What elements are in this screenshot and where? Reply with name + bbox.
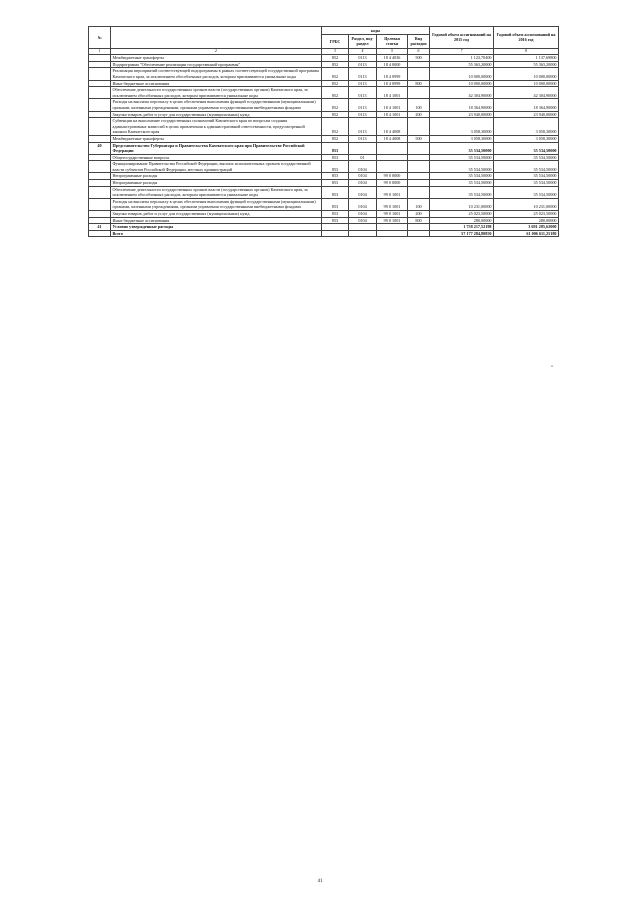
cell-2015: 42 304,90000 [430, 87, 494, 99]
cell-razdel: 0113 [349, 135, 377, 142]
table-row [89, 186, 559, 198]
table-row [89, 230, 559, 237]
cell-tsel: 18 4 1001 [377, 87, 408, 99]
cell-razdel: 0113 [349, 68, 377, 80]
cell-2015: 18 364,90000 [430, 99, 494, 111]
cell-2016: 10 000,00000 [494, 80, 559, 87]
cell-num [89, 211, 111, 218]
cell-num [89, 198, 111, 210]
column-index: 8 [494, 48, 559, 55]
cell-num [89, 118, 111, 136]
table-row [89, 55, 559, 62]
cell-num [89, 154, 111, 161]
header-2015: Годовой объем ассигнований на 2015 год [430, 27, 494, 49]
cell-num: 40 [89, 142, 111, 154]
cell-vid [408, 154, 430, 161]
cell-num [89, 61, 111, 68]
cell-2016: 18 364,90000 [494, 99, 559, 111]
header-grbs: ГРБС [322, 35, 349, 48]
budget-document [88, 26, 558, 237]
cell-num: 41 [89, 224, 111, 231]
cell-name: Иные бюджетные ассигнования [111, 80, 322, 87]
cell-grbs: 853 [322, 142, 349, 154]
cell-vid [408, 118, 430, 136]
cell-grbs: 852 [322, 135, 349, 142]
cell-tsel: 18 4 4036 [377, 55, 408, 62]
table-row [89, 118, 559, 136]
cell-razdel [349, 230, 377, 237]
cell-grbs: 853 [322, 154, 349, 161]
table-row [89, 111, 559, 118]
cell-grbs: 853 [322, 180, 349, 187]
cell-tsel: 18 4 1001 [377, 99, 408, 111]
cell-tsel: 18 4 1001 [377, 111, 408, 118]
cell-2015: 3 058,30000 [430, 135, 494, 142]
cell-2016: 35 534,50000 [494, 173, 559, 180]
cell-razdel: 0104 [349, 161, 377, 173]
cell-grbs: 852 [322, 87, 349, 99]
table-row [89, 99, 559, 111]
cell-2015: 23 940,00000 [430, 111, 494, 118]
cell-razdel: 0104 [349, 186, 377, 198]
cell-vid: 800 [408, 217, 430, 224]
cell-name: Всего [111, 230, 322, 237]
table-row [89, 80, 559, 87]
page-number: 41 [317, 879, 323, 884]
cell-vid: 100 [408, 99, 430, 111]
cell-razdel: 0104 [349, 217, 377, 224]
table-row [89, 173, 559, 180]
cell-2016: 10 000,00000 [494, 68, 559, 80]
column-index: 6 [408, 48, 430, 55]
cell-grbs [322, 230, 349, 237]
cell-vid [408, 161, 430, 173]
cell-name: Обеспечение деятельности государственных органов власти (государственных органов) Камчатского края, за исключением обособленных расходов, которым присваиваются уникальные коды [111, 87, 322, 99]
cell-name: Подпрограмма "Обеспечение реализации государственной программы" [111, 61, 322, 68]
header-tsel: Целевая статья [377, 35, 408, 48]
cell-vid [408, 224, 430, 231]
cell-tsel: 18 4 4008 [377, 135, 408, 142]
cell-vid [408, 87, 430, 99]
cell-razdel: 0113 [349, 61, 377, 68]
cell-tsel: 99 0 0000 [377, 173, 408, 180]
cell-grbs: 852 [322, 68, 349, 80]
cell-2016: 35 534,50000 [494, 186, 559, 198]
cell-name: Закупка товаров, работ и услуг для государственных (муниципальных) нужд [111, 211, 322, 218]
cell-2015: 35 534,50000 [430, 173, 494, 180]
cell-vid [408, 186, 430, 198]
cell-grbs: 853 [322, 161, 349, 173]
cell-grbs: 853 [322, 198, 349, 210]
table-header [89, 27, 559, 55]
cell-name: Иные бюджетные ассигнования [111, 217, 322, 224]
table-row [89, 211, 559, 218]
cell-2016: 3 058,30000 [494, 118, 559, 136]
cell-grbs [322, 224, 349, 231]
cell-razdel: 0113 [349, 87, 377, 99]
table-body [89, 55, 559, 237]
cell-grbs: 853 [322, 173, 349, 180]
cell-razdel: 0113 [349, 99, 377, 111]
cell-2015: 25 023,50000 [430, 211, 494, 218]
cell-tsel: 18 4 0999 [377, 80, 408, 87]
cell-num [89, 173, 111, 180]
cell-2015: 57 177 284,80850 [430, 230, 494, 237]
cell-2015: 10 000,00000 [430, 80, 494, 87]
column-index: 4 [349, 48, 377, 55]
header-num: № [89, 27, 111, 49]
cell-tsel: 99 0 0000 [377, 180, 408, 187]
header-razdel: Раздел, под-раздел [349, 35, 377, 48]
cell-num [89, 55, 111, 62]
cell-tsel: 99 0 1001 [377, 186, 408, 198]
cell-vid: 500 [408, 55, 430, 62]
cell-tsel: 99 0 1001 [377, 198, 408, 210]
cell-tsel: 99 0 1001 [377, 217, 408, 224]
cell-name: Общегосударственные вопросы [111, 154, 322, 161]
cell-grbs: 852 [322, 61, 349, 68]
cell-2016: 35 534,50000 [494, 142, 559, 154]
cell-grbs: 852 [322, 80, 349, 87]
cell-grbs: 852 [322, 111, 349, 118]
cell-razdel: 0104 [349, 198, 377, 210]
cell-tsel: 99 0 1001 [377, 211, 408, 218]
cell-2015: 10 231,00000 [430, 198, 494, 210]
cell-num [89, 87, 111, 99]
cell-2015: 35 534,50000 [430, 142, 494, 154]
cell-2016: 55 363,20000 [494, 61, 559, 68]
column-index: 2 [111, 48, 322, 55]
cell-tsel [377, 154, 408, 161]
cell-num [89, 99, 111, 111]
cell-razdel [349, 224, 377, 231]
cell-vid [408, 68, 430, 80]
cell-razdel: 0113 [349, 111, 377, 118]
cell-num [89, 161, 111, 173]
cell-tsel: 18 4 4008 [377, 118, 408, 136]
cell-2015: 1 123,70400 [430, 55, 494, 62]
cell-vid: 500 [408, 135, 430, 142]
cell-2016: 35 534,50000 [494, 180, 559, 187]
table-row [89, 68, 559, 80]
cell-num [89, 135, 111, 142]
cell-name: Представительство Губернатора и Правительства Камчатского края при Правительстве Российской Федерации [111, 142, 322, 154]
column-index: 3 [322, 48, 349, 55]
table-row [89, 135, 559, 142]
cell-name: Субвенции на выполнение государственных полномочий Камчатского края по вопросам создания административных комиссий в целях привлечения к административной ответственности, предусмотренной законом Камчатского края [111, 118, 322, 136]
cell-2015: 55 363,20000 [430, 61, 494, 68]
cell-num [89, 180, 111, 187]
cell-razdel: 0113 [349, 55, 377, 62]
cell-name: Функционирование Правительства Российской Федерации, высших исполнительных органов государственной власти субъектов Российской Федерации, местных администраций [111, 161, 322, 173]
cell-grbs: 853 [322, 217, 349, 224]
cell-razdel: 01 [349, 154, 377, 161]
cell-2016: 10 231,00000 [494, 198, 559, 210]
cell-vid: 100 [408, 198, 430, 210]
table-row [89, 198, 559, 210]
cell-num [89, 80, 111, 87]
cell-vid [408, 173, 430, 180]
cell-2015: 10 000,00000 [430, 68, 494, 80]
cell-2016: 3 691 285,62000 [494, 224, 559, 231]
cell-name: Закупка товаров, работ и услуг для государственных (муниципальных) нужд [111, 111, 322, 118]
cell-num [89, 230, 111, 237]
cell-razdel: 0104 [349, 173, 377, 180]
table-row [89, 142, 559, 154]
cell-num [89, 111, 111, 118]
cell-name: Условно утвержденные расходы [111, 224, 322, 231]
column-index: 1 [89, 48, 111, 55]
cell-2016: 35 534,50000 [494, 154, 559, 161]
table-row [89, 61, 559, 68]
cell-name: Расходы на выплаты персоналу в целях обеспечения выполнения функций государственными (муниципальными) органами, казенными учреждениями, органами управления государственными внебюджетными фондами [111, 99, 322, 111]
cell-grbs: 852 [322, 118, 349, 136]
cell-2015: 1 758 217,52198 [430, 224, 494, 231]
cell-vid: 800 [408, 80, 430, 87]
table-row [89, 87, 559, 99]
cell-tsel: 18 4 0999 [377, 68, 408, 80]
cell-2015: 280,00000 [430, 217, 494, 224]
cell-tsel [377, 224, 408, 231]
table-row [89, 224, 559, 231]
cell-tsel [377, 230, 408, 237]
cell-tsel [377, 161, 408, 173]
cell-2016: 23 940,00000 [494, 111, 559, 118]
cell-razdel [349, 142, 377, 154]
cell-razdel: 0113 [349, 118, 377, 136]
budget-table [88, 26, 559, 237]
cell-tsel [377, 142, 408, 154]
closing-quote-mark: » [551, 363, 553, 368]
header-codes: коды [322, 27, 430, 35]
cell-razdel: 0104 [349, 211, 377, 218]
column-index-row [89, 48, 559, 55]
table-row [89, 217, 559, 224]
cell-name: Реализация мероприятий соответствующей подпрограммы в рамках соответствующей государственной программы Камчатского края, за исключением обособленных расходов, которым присваиваются уникальные коды [111, 68, 322, 80]
cell-name: Межбюджетные трансферты [111, 55, 322, 62]
cell-2016: 1 137,69800 [494, 55, 559, 62]
cell-num [89, 68, 111, 80]
cell-tsel: 18 4 0000 [377, 61, 408, 68]
cell-name: Непрограммные расходы [111, 180, 322, 187]
cell-2015: 35 534,50000 [430, 154, 494, 161]
cell-razdel: 0104 [349, 180, 377, 187]
cell-2015: 35 534,50000 [430, 161, 494, 173]
column-index: 7 [430, 48, 494, 55]
cell-2015: 3 058,30000 [430, 118, 494, 136]
cell-grbs: 853 [322, 211, 349, 218]
cell-2015: 35 534,50000 [430, 180, 494, 187]
header-2016: Годовой объем ассигнований на 2016 год [494, 27, 559, 49]
cell-2016: 280,00000 [494, 217, 559, 224]
header-name [111, 27, 322, 49]
cell-vid [408, 61, 430, 68]
cell-vid: 200 [408, 111, 430, 118]
header-vid: Вид расходов [408, 35, 430, 48]
cell-num [89, 217, 111, 224]
cell-name: Непрограммные расходы [111, 173, 322, 180]
cell-name: Межбюджетные трансферты [111, 135, 322, 142]
table-row [89, 180, 559, 187]
table-row [89, 161, 559, 173]
cell-2016: 61 006 611,25180 [494, 230, 559, 237]
cell-grbs: 852 [322, 99, 349, 111]
cell-2016: 35 534,50000 [494, 161, 559, 173]
cell-name: Обеспечение деятельности государственных органов власти (государственных органов) Камчатского края, за исключением обособленных расходов, которым присваиваются уникальные коды [111, 186, 322, 198]
cell-2016: 42 304,90000 [494, 87, 559, 99]
cell-grbs: 852 [322, 55, 349, 62]
cell-vid [408, 230, 430, 237]
cell-num [89, 186, 111, 198]
cell-vid: 200 [408, 211, 430, 218]
table-row [89, 154, 559, 161]
cell-vid [408, 180, 430, 187]
cell-name: Расходы на выплаты персоналу в целях обеспечения выполнения функций государственными (муниципальными) органами, казенными учреждениями, органами управления государственными внебюджетными фондами [111, 198, 322, 210]
cell-2016: 25 023,50000 [494, 211, 559, 218]
cell-vid [408, 142, 430, 154]
cell-2015: 35 534,50000 [430, 186, 494, 198]
column-index: 5 [377, 48, 408, 55]
cell-grbs: 853 [322, 186, 349, 198]
cell-2016: 3 058,30000 [494, 135, 559, 142]
cell-razdel: 0113 [349, 80, 377, 87]
